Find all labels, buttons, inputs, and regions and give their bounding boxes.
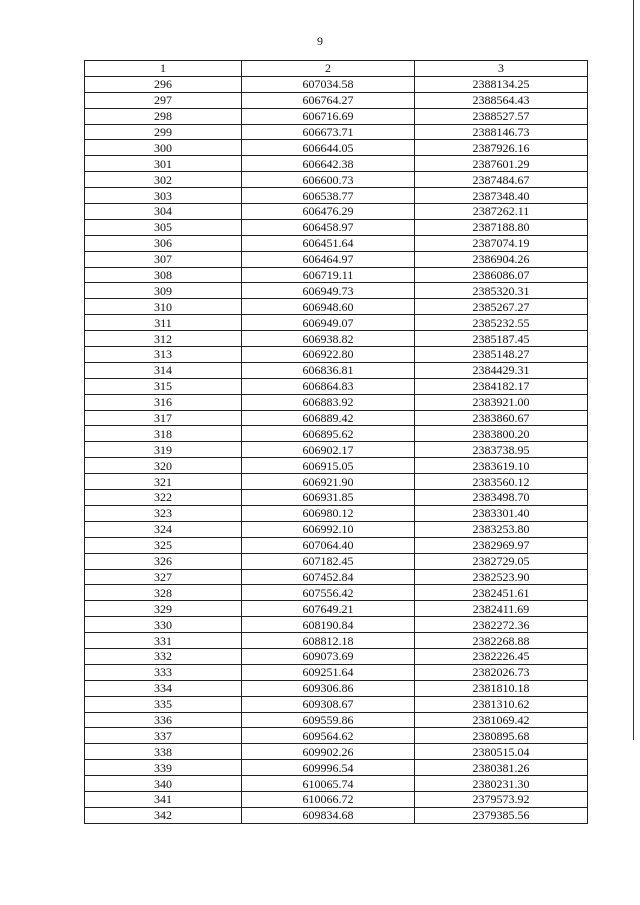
coordinate-x-cell: 606864.83 [242,378,415,394]
point-number-cell: 323 [85,505,242,521]
table-row [85,235,588,251]
coordinate-y-cell: 2382969.97 [415,537,588,553]
coordinate-y-cell: 2382272.36 [415,617,588,633]
coordinate-x-cell: 606538.77 [242,188,415,204]
coordinate-y-cell: 2387074.19 [415,235,588,251]
table-row [85,712,588,728]
coordinate-x-cell: 606458.97 [242,219,415,235]
table-row [85,807,588,823]
table-row [85,267,588,283]
coordinate-y-cell: 2388564.43 [415,92,588,108]
point-number-cell: 326 [85,553,242,569]
point-number-cell: 304 [85,204,242,220]
page-edge-divider [633,0,634,740]
point-number-cell: 330 [85,617,242,633]
point-number-cell: 309 [85,283,242,299]
point-number-cell: 299 [85,124,242,140]
coordinate-x-cell: 606600.73 [242,172,415,188]
coordinate-y-cell: 2382729.05 [415,553,588,569]
point-number-cell: 317 [85,410,242,426]
table-row [85,156,588,172]
table-row [85,601,588,617]
coordinate-y-cell: 2383301.40 [415,505,588,521]
coordinate-y-cell: 2387926.16 [415,140,588,156]
point-number-cell: 332 [85,648,242,664]
coordinate-y-cell: 2379385.56 [415,807,588,823]
table-row [85,648,588,664]
point-number-cell: 327 [85,569,242,585]
coordinate-y-cell: 2384182.17 [415,378,588,394]
point-number-cell: 325 [85,537,242,553]
coordinate-x-cell: 606476.29 [242,204,415,220]
coordinate-x-cell: 606980.12 [242,505,415,521]
point-number-cell: 322 [85,490,242,506]
table-row [85,505,588,521]
coordinate-y-cell: 2384429.31 [415,362,588,378]
coordinate-y-cell: 2383560.12 [415,474,588,490]
coordinate-x-cell: 610066.72 [242,791,415,807]
coordinate-y-cell: 2383498.70 [415,490,588,506]
point-number-cell: 314 [85,362,242,378]
coordinate-x-cell: 606902.17 [242,442,415,458]
column-header-2: 2 [242,61,415,77]
point-number-cell: 329 [85,601,242,617]
table-row [85,378,588,394]
point-number-cell: 331 [85,633,242,649]
coordinate-x-cell: 609564.62 [242,728,415,744]
coordinate-x-cell: 609559.86 [242,712,415,728]
coordinate-y-cell: 2380381.26 [415,760,588,776]
coordinate-x-cell: 606889.42 [242,410,415,426]
table-row [85,251,588,267]
table-row [85,760,588,776]
table-row [85,791,588,807]
coordinate-x-cell: 606948.60 [242,299,415,315]
coordinate-x-cell: 606719.11 [242,267,415,283]
point-number-cell: 342 [85,807,242,823]
point-number-cell: 320 [85,458,242,474]
table-header [85,61,588,77]
coordinate-y-cell: 2382411.69 [415,601,588,617]
coordinate-y-cell: 2385320.31 [415,283,588,299]
coordinate-x-cell: 609834.68 [242,807,415,823]
table-row [85,172,588,188]
table-row [85,394,588,410]
point-number-cell: 306 [85,235,242,251]
coordinate-y-cell: 2383738.95 [415,442,588,458]
table-row [85,108,588,124]
coordinate-y-cell: 2382451.61 [415,585,588,601]
coordinate-y-cell: 2381069.42 [415,712,588,728]
point-number-cell: 316 [85,394,242,410]
point-number-cell: 312 [85,331,242,347]
coordinate-y-cell: 2383253.80 [415,521,588,537]
table-row [85,521,588,537]
point-number-cell: 341 [85,791,242,807]
point-number-cell: 338 [85,744,242,760]
coordinate-x-cell: 606992.10 [242,521,415,537]
point-number-cell: 336 [85,712,242,728]
coordinate-y-cell: 2380231.30 [415,776,588,792]
point-number-cell: 305 [85,219,242,235]
table-row [85,490,588,506]
table-row [85,347,588,363]
coordinate-x-cell: 606921.90 [242,474,415,490]
coordinate-y-cell: 2388527.57 [415,108,588,124]
table-row [85,664,588,680]
coordinate-x-cell: 606716.69 [242,108,415,124]
coordinate-x-cell: 606673.71 [242,124,415,140]
coordinate-y-cell: 2388146.73 [415,124,588,140]
point-number-cell: 335 [85,696,242,712]
coordinate-x-cell: 606915.05 [242,458,415,474]
coordinate-y-cell: 2386904.26 [415,251,588,267]
coordinate-x-cell: 606764.27 [242,92,415,108]
table-row [85,680,588,696]
table-row [85,633,588,649]
coordinate-y-cell: 2385267.27 [415,299,588,315]
table-row [85,776,588,792]
table-row [85,728,588,744]
coordinate-y-cell: 2382523.90 [415,569,588,585]
coordinate-x-cell: 606642.38 [242,156,415,172]
coordinate-x-cell: 609308.67 [242,696,415,712]
coordinate-x-cell: 606922.80 [242,347,415,363]
table-row [85,362,588,378]
table-row [85,458,588,474]
point-number-cell: 311 [85,315,242,331]
coordinate-y-cell: 2383800.20 [415,426,588,442]
coordinate-y-cell: 2387484.67 [415,172,588,188]
coordinate-x-cell: 609073.69 [242,648,415,664]
point-number-cell: 337 [85,728,242,744]
coordinate-y-cell: 2381310.62 [415,696,588,712]
table-row [85,744,588,760]
coordinate-x-cell: 607034.58 [242,76,415,92]
table-row [85,585,588,601]
point-number-cell: 298 [85,108,242,124]
coordinate-x-cell: 610065.74 [242,776,415,792]
table-row [85,474,588,490]
table-row [85,315,588,331]
coordinate-x-cell: 606883.92 [242,394,415,410]
coordinate-y-cell: 2387601.29 [415,156,588,172]
coordinate-x-cell: 606931.85 [242,490,415,506]
page-number: 9 [317,34,323,48]
table-row [85,204,588,220]
coordinate-y-cell: 2387262.11 [415,204,588,220]
point-number-cell: 297 [85,92,242,108]
coordinate-y-cell: 2383619.10 [415,458,588,474]
coordinate-x-cell: 606949.73 [242,283,415,299]
coordinate-x-cell: 606938.82 [242,331,415,347]
coordinate-y-cell: 2385148.27 [415,347,588,363]
point-number-cell: 319 [85,442,242,458]
coordinate-y-cell: 2382268.88 [415,633,588,649]
coordinate-y-cell: 2382026.73 [415,664,588,680]
point-number-cell: 300 [85,140,242,156]
coordinate-x-cell: 606836.81 [242,362,415,378]
coordinate-x-cell: 606895.62 [242,426,415,442]
point-number-cell: 333 [85,664,242,680]
coordinate-x-cell: 607452.84 [242,569,415,585]
table-row [85,124,588,140]
coordinate-x-cell: 609306.86 [242,680,415,696]
table-row [85,696,588,712]
point-number-cell: 301 [85,156,242,172]
coordinate-y-cell: 2380895.68 [415,728,588,744]
coordinate-x-cell: 606644.05 [242,140,415,156]
column-header-3: 3 [415,61,588,77]
coordinate-y-cell: 2387348.40 [415,188,588,204]
coordinates-table [84,60,588,824]
coordinate-y-cell: 2381810.18 [415,680,588,696]
coordinate-x-cell: 609251.64 [242,664,415,680]
table-row [85,426,588,442]
table-row [85,76,588,92]
point-number-cell: 307 [85,251,242,267]
coordinate-x-cell: 607182.45 [242,553,415,569]
coordinate-y-cell: 2388134.25 [415,76,588,92]
coordinate-y-cell: 2385187.45 [415,331,588,347]
point-number-cell: 302 [85,172,242,188]
table-row [85,617,588,633]
coordinate-y-cell: 2379573.92 [415,791,588,807]
point-number-cell: 310 [85,299,242,315]
table-row [85,331,588,347]
point-number-cell: 334 [85,680,242,696]
point-number-cell: 296 [85,76,242,92]
point-number-cell: 324 [85,521,242,537]
point-number-cell: 308 [85,267,242,283]
point-number-cell: 321 [85,474,242,490]
point-number-cell: 340 [85,776,242,792]
header-row [85,61,588,77]
table-row [85,442,588,458]
table-row [85,92,588,108]
column-header-1: 1 [85,61,242,77]
table-row [85,140,588,156]
table-row [85,283,588,299]
coordinate-y-cell: 2386086.07 [415,267,588,283]
point-number-cell: 318 [85,426,242,442]
coordinate-y-cell: 2382226.45 [415,648,588,664]
coordinate-x-cell: 608812.18 [242,633,415,649]
coordinate-x-cell: 606464.97 [242,251,415,267]
coordinate-x-cell: 606451.64 [242,235,415,251]
table-row [85,188,588,204]
coordinate-x-cell: 606949.07 [242,315,415,331]
table-row [85,219,588,235]
coordinate-y-cell: 2383921.00 [415,394,588,410]
point-number-cell: 339 [85,760,242,776]
coordinate-y-cell: 2380515.04 [415,744,588,760]
table-row [85,553,588,569]
point-number-cell: 328 [85,585,242,601]
table-row [85,569,588,585]
coordinate-y-cell: 2387188.80 [415,219,588,235]
coordinate-x-cell: 609996.54 [242,760,415,776]
coordinate-x-cell: 608190.84 [242,617,415,633]
table-row [85,299,588,315]
coordinate-x-cell: 607064.40 [242,537,415,553]
coordinate-x-cell: 609902.26 [242,744,415,760]
coordinate-y-cell: 2385232.55 [415,315,588,331]
coordinate-y-cell: 2383860.67 [415,410,588,426]
coordinate-x-cell: 607649.21 [242,601,415,617]
table-row [85,410,588,426]
point-number-cell: 315 [85,378,242,394]
coordinate-x-cell: 607556.42 [242,585,415,601]
table-body [85,76,588,823]
point-number-cell: 313 [85,347,242,363]
point-number-cell: 303 [85,188,242,204]
table-row [85,537,588,553]
